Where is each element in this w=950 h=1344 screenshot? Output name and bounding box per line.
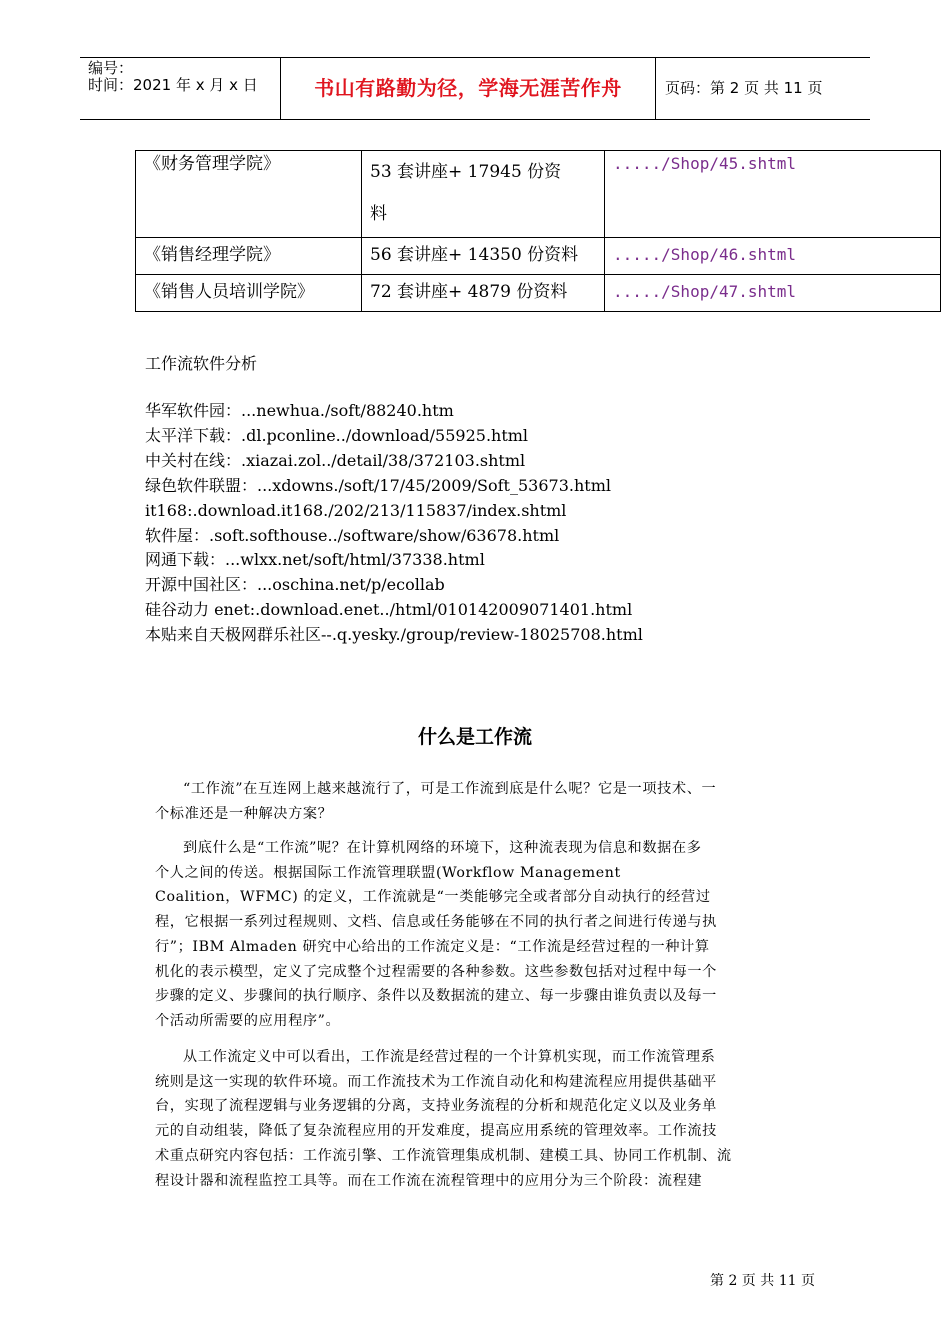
- paragraph-line: 台，实现了流程逻辑与业务逻辑的分离，支持业务流程的分析和规范化定义以及业务单: [155, 1098, 717, 1115]
- paragraph-line: 个标准还是一种解决方案？: [155, 805, 333, 822]
- list-item[interactable]: 中关村在线：.xiazai.zol../detail/38/372103.shtml: [145, 450, 526, 470]
- list-item[interactable]: 本贴来自天极网群乐社区--.q.yesky./group/review-18025708.html: [145, 625, 643, 645]
- table-cell-link[interactable]: ...../Shop/46.shtml: [605, 238, 941, 275]
- paragraph: [155, 777, 743, 826]
- paragraph-line: 步骤的定义、步骤间的执行顺序、条件以及数据流的建立、每一步骤由谁负责以及每一: [155, 988, 717, 1005]
- paragraph-line: 机化的表示模型，定义了完成整个过程需要的各种参数。这些参数包括对过程中每一个: [155, 963, 717, 980]
- paragraph-line: 从工作流定义中可以看出，工作流是经营过程的一个计算机实现，而工作流管理系: [183, 1049, 716, 1065]
- header-divider: [655, 58, 656, 119]
- table-cell-name: 《销售经理学院》: [136, 238, 362, 275]
- paragraph: [155, 1045, 743, 1193]
- document-number-label: 编号：: [88, 59, 134, 77]
- table-row: [136, 275, 941, 312]
- paragraph-line: 元的自动组装，降低了复杂流程应用的开发难度，提高应用系统的管理效率。工作流技: [155, 1123, 717, 1140]
- article-title: 什么是工作流: [417, 726, 532, 748]
- list-item[interactable]: it168:.download.it168./202/213/115837/index.shtml: [145, 500, 567, 520]
- section-title: 工作流软件分析: [145, 354, 258, 373]
- header-motto: 书山有路勤为径，学海无涯苦作舟: [314, 76, 622, 100]
- header-meta: [88, 60, 283, 94]
- table-cell-name: 《销售人员培训学院》: [136, 275, 362, 312]
- header-page-number: 页码：第 2 页 共 11 页: [665, 79, 823, 97]
- list-item[interactable]: 网通下载：...wlxx.net/soft/html/37338.html: [145, 550, 485, 570]
- list-item[interactable]: 绿色软件联盟：...xdowns./soft/17/45/2009/Soft_53673.html: [145, 475, 611, 495]
- list-item[interactable]: 软件屋：.soft.softhouse../software/show/63678.html: [145, 525, 560, 545]
- page-header: [80, 57, 870, 120]
- paragraph-line: 个活动所需要的应用程序”。: [155, 1012, 341, 1029]
- paragraph-line: “工作流”在互连网上越来越流行了，可是工作流到底是什么呢？它是一项技术、一: [183, 781, 717, 797]
- table-cell-link[interactable]: ...../Shop/47.shtml: [605, 275, 941, 312]
- table-cell-amount: [362, 151, 605, 238]
- table-cell-amount: 56 套讲座+ 14350 份资料: [362, 238, 605, 275]
- page-footer: 第 2 页 共 11 页: [710, 1273, 815, 1289]
- paragraph-line: 统则是这一实现的软件环境。而工作流技术为工作流自动化和构建流程应用提供基础平: [155, 1073, 717, 1090]
- list-item[interactable]: 太平洋下载：.dl.pconline../download/55925.html: [145, 425, 529, 445]
- table-row: [136, 151, 941, 238]
- paragraph-line: 术重点研究内容包括：工作流引擎、工作流管理集成机制、建模工具、协同工作机制、流: [155, 1147, 732, 1164]
- table-cell-link[interactable]: ...../Shop/45.shtml: [605, 151, 941, 238]
- download-links-list: [145, 399, 643, 648]
- paragraph-line: 个人之间的传送。根据国际工作流管理联盟(Workflow Management: [155, 864, 621, 881]
- paragraph-line: 程，它根据一系列过程规则、文档、信息或任务能够在不同的执行者之间进行传递与执: [155, 914, 717, 931]
- list-item[interactable]: 硅谷动力 enet:.download.enet../html/010142009071401.html: [145, 600, 633, 620]
- list-item[interactable]: 开源中国社区：...oschina.net/p/ecollab: [145, 575, 445, 595]
- paragraph-line: 到底什么是“工作流”呢？在计算机网络的环境下，这种流表现为信息和数据在多: [183, 840, 702, 856]
- paragraph-line: 程设计器和流程监控工具等。而在工作流在流程管理中的应用分为三个阶段：流程建: [155, 1172, 703, 1189]
- table-cell-name: 《财务管理学院》: [136, 151, 362, 238]
- amount-line: 53 套讲座+ 17945 份资: [370, 162, 562, 182]
- amount-line: 料: [370, 204, 387, 224]
- table-cell-amount: 72 套讲座+ 4879 份资料: [362, 275, 605, 312]
- paragraph-line: Coalition，WFMC) 的定义，工作流就是“一类能够完全或者部分自动执行的经营过: [155, 889, 711, 906]
- list-item[interactable]: 华军软件园：...newhua./soft/88240.htm: [145, 401, 454, 420]
- resource-table: [135, 150, 941, 312]
- paragraph: [155, 836, 743, 1034]
- document-time-label: 时间：2021 年 x 月 x 日: [88, 76, 258, 94]
- table-row: [136, 238, 941, 275]
- paragraph-line: 行”；IBM Almaden 研究中心给出的工作流定义是：“工作流是经营过程的一种计算: [155, 938, 710, 955]
